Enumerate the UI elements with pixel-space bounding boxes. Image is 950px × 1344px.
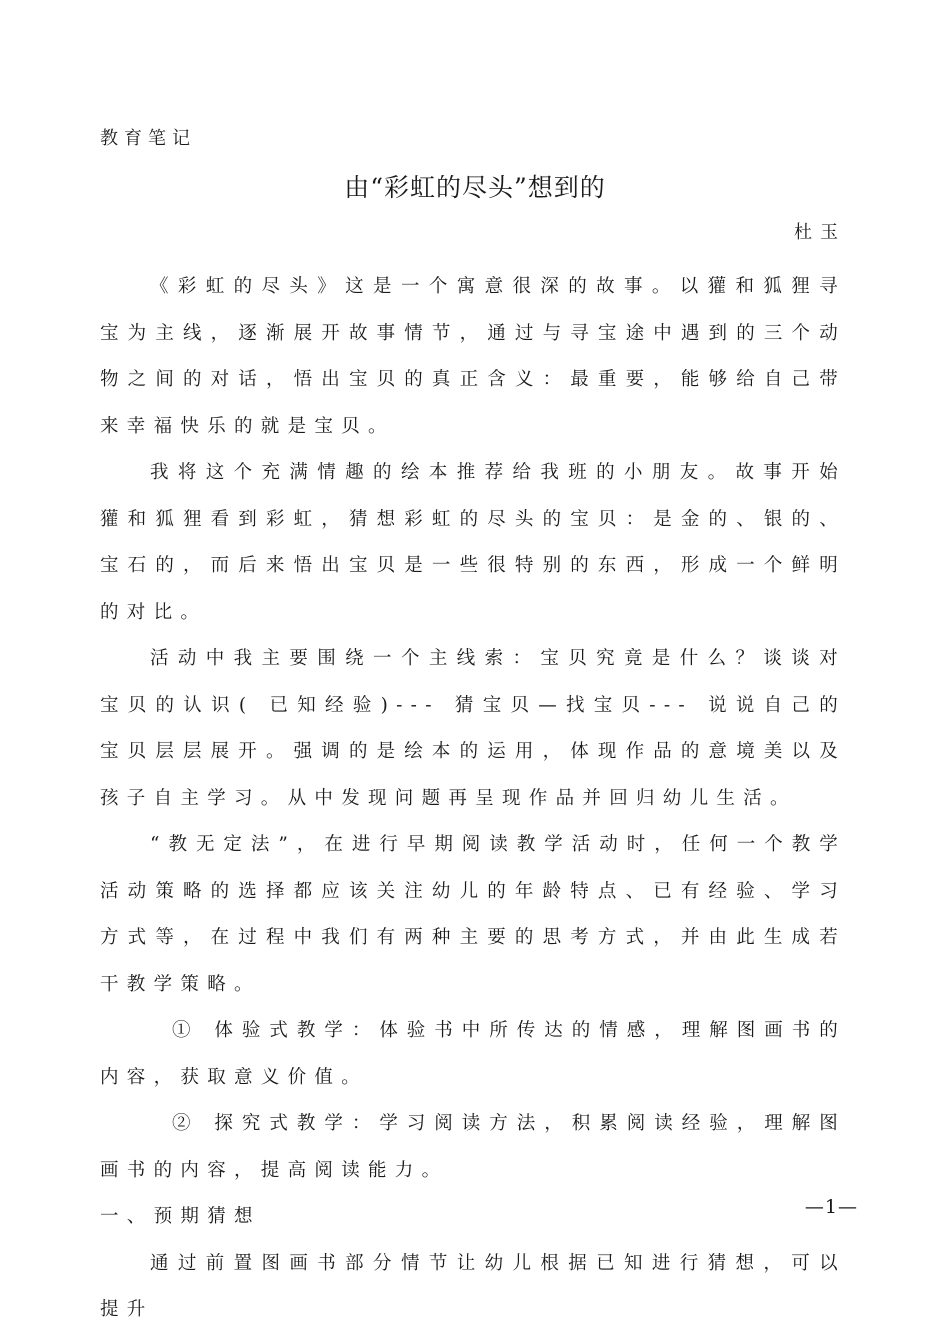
paragraph: 通过前置图画书部分情节让幼儿根据已知进行猜想，可以提升	[100, 1252, 846, 1320]
article-title: 由“彩虹的尽头”想到的	[344, 173, 606, 202]
category-label: 教育笔记	[100, 128, 196, 149]
paragraph: 我将这个充满情趣的绘本推荐给我班的小朋友。故事开始獾和狐狸看到彩虹，猜想彩虹的尽头的宝贝：是金的、银的、宝石的，而后来悟出宝贝是一些很特别的东西，形成一个鲜明的对比。	[100, 462, 846, 623]
author-name: 杜玉	[794, 222, 846, 243]
page-number: —1—	[804, 1196, 858, 1218]
paragraph: 活动中我主要围绕一个主线索：宝贝究竟是什么？谈谈对宝贝的认识( 已知经验)--- 猜宝贝—找宝贝--- 说说自己的宝贝层层展开。强调的是绘本的运用，体现作品的意境美以及孩子自主学习。从中发现问题再呈现作品并回归幼儿生活。	[100, 648, 846, 809]
paragraph: ① 体验式教学：体验书中所传达的情感，理解图画书的内容，获取意义价值。	[100, 1020, 846, 1088]
paragraph: 《彩虹的尽头》这是一个寓意很深的故事。以獾和狐狸寻宝为主线，逐渐展开故事情节，通过与寻宝途中遇到的三个动物之间的对话，悟出宝贝的真正含义：最重要，能够给自己带来幸福快乐的就是宝贝。	[100, 276, 846, 437]
paragraph: ② 探究式教学：学习阅读方法，积累阅读经验，理解图画书的内容，提高阅读能力。	[100, 1113, 846, 1181]
paragraph: “教无定法”，在进行早期阅读教学活动时，任何一个教学活动策略的选择都应该关注幼儿的年龄特点、已有经验、学习方式等，在过程中我们有两种主要的思考方式，并由此生成若干教学策略。	[100, 834, 846, 995]
article-body	[100, 264, 846, 1334]
section-heading: 一、预期猜想	[100, 1206, 261, 1227]
